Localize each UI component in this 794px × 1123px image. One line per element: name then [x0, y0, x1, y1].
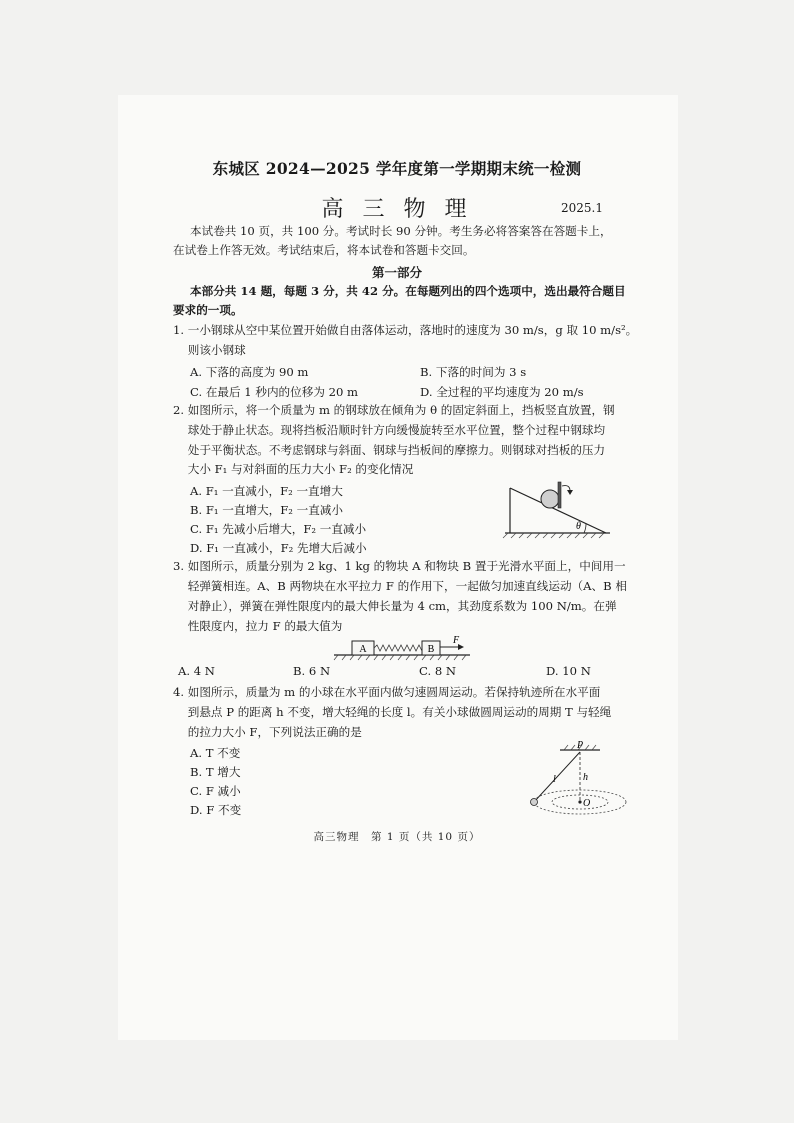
q4-pivot-label: P [577, 740, 584, 751]
q4-option-a: A. T 不变 [190, 746, 241, 760]
q3-option-d: D. 10 N [546, 664, 591, 678]
subject-title: 高 三 物 理 [321, 197, 473, 222]
q3-force-label: F [453, 635, 460, 646]
q1-option-a: A. 下落的高度为 90 m [190, 365, 309, 379]
q2-stem-line-2: 球处于静止状态。现将挡板沿顺时针方向缓慢旋转至水平位置，整个过程中钢球均 [173, 423, 606, 437]
q1-stem-line-2: 则该小钢球 [173, 343, 246, 357]
q3-figure-blocks [332, 634, 472, 662]
q1-stem-line-1: 1. 一小钢球从空中某位置开始做自由落体运动，落地时的速度为 30 m/s，g 取 10 m/s²。 [173, 323, 638, 337]
exam-date: 2025.1 [561, 201, 603, 215]
q4-option-d: D. F 不变 [190, 803, 242, 817]
q3-block-a-label: A [359, 644, 367, 655]
exam-title: 东城区 2024—2025 学年度第一学期期末统一检测 [212, 159, 582, 178]
q3-option-b: B. 6 N [293, 664, 331, 678]
q3-stem-line-3: 对静止），弹簧在弹性限度内的最大伸长量为 4 cm，其劲度系数为 100 N/m。在弹 [173, 599, 617, 613]
q3-option-a: A. 4 N [178, 664, 215, 678]
q3-stem-line-1: 3. 如图所示，质量分别为 2 kg、1 kg 的物块 A 和物块 B 置于光滑水平面上，中间用一 [173, 559, 626, 573]
q2-figure-incline [500, 478, 615, 540]
q1-option-b: B. 下落的时间为 3 s [420, 365, 527, 379]
q1-option-c: C. 在最后 1 秒内的位移为 20 m [190, 385, 359, 399]
q2-option-d: D. F₁ 一直减小，F₂ 先增大后减小 [190, 541, 367, 555]
instructions-line-1: 本试卷共 10 页，共 100 分。考试时长 90 分钟。考生务必将答案答在答题卡上， [190, 224, 612, 238]
q2-option-a: A. F₁ 一直减小，F₂ 一直增大 [190, 484, 343, 498]
q3-block-b-label: B [427, 644, 435, 655]
section-title: 第一部分 [371, 265, 422, 280]
q3-stem-line-2: 轻弹簧相连。A、B 两物块在水平拉力 F 的作用下，一起做匀加速直线运动（A、B 相 [173, 579, 627, 593]
q4-stem-line-2: 到悬点 P 的距离 h 不变，增大轻绳的长度 l。有关小球做圆周运动的周期 T 与轻绳 [173, 705, 612, 719]
instructions-line-2: 在试卷上作答无效。考试结束后，将本试卷和答题卡交回。 [173, 243, 475, 257]
section-desc-line-1: 本部分共 14 题，每题 3 分，共 42 分。在每题列出的四个选项中，选出最符合题目 [190, 284, 626, 298]
q4-stem-line-3: 的拉力大小 F，下列说法正确的是 [173, 725, 362, 739]
q2-angle-label: θ [576, 521, 581, 532]
section-desc-line-2: 要求的一项。 [173, 303, 243, 317]
q4-height-label: h [583, 772, 588, 783]
q2-stem-line-3: 处于平衡状态。不考虑钢球与斜面、钢球与挡板间的摩擦力。则钢球对挡板的压力 [173, 443, 606, 457]
q4-stem-line-1: 4. 如图所示，质量为 m 的小球在水平面内做匀速圆周运动。若保持轨迹所在水平面 [173, 685, 601, 699]
q4-option-c: C. F 减小 [190, 784, 241, 798]
q4-option-b: B. T 增大 [190, 765, 241, 779]
q4-figure-pendulum [520, 740, 630, 820]
q2-stem-line-1: 2. 如图所示，将一个质量为 m 的钢球放在倾角为 θ 的固定斜面上，挡板竖直放置，钢 [173, 403, 615, 417]
q2-stem-line-4: 大小 F₁ 与对斜面的压力大小 F₂ 的变化情况 [173, 462, 414, 476]
q3-stem-line-4: 性限度内，拉力 F 的最大值为 [173, 619, 343, 633]
q4-length-label: l [553, 774, 556, 785]
page-footer: 高三物理 第 1 页（共 10 页） [313, 831, 481, 843]
q4-center-label: O [583, 798, 591, 809]
q2-option-b: B. F₁ 一直增大，F₂ 一直减小 [190, 503, 343, 517]
q3-option-c: C. 8 N [419, 664, 457, 678]
q2-option-c: C. F₁ 先减小后增大，F₂ 一直减小 [190, 522, 367, 536]
q1-option-d: D. 全过程的平均速度为 20 m/s [420, 385, 584, 399]
